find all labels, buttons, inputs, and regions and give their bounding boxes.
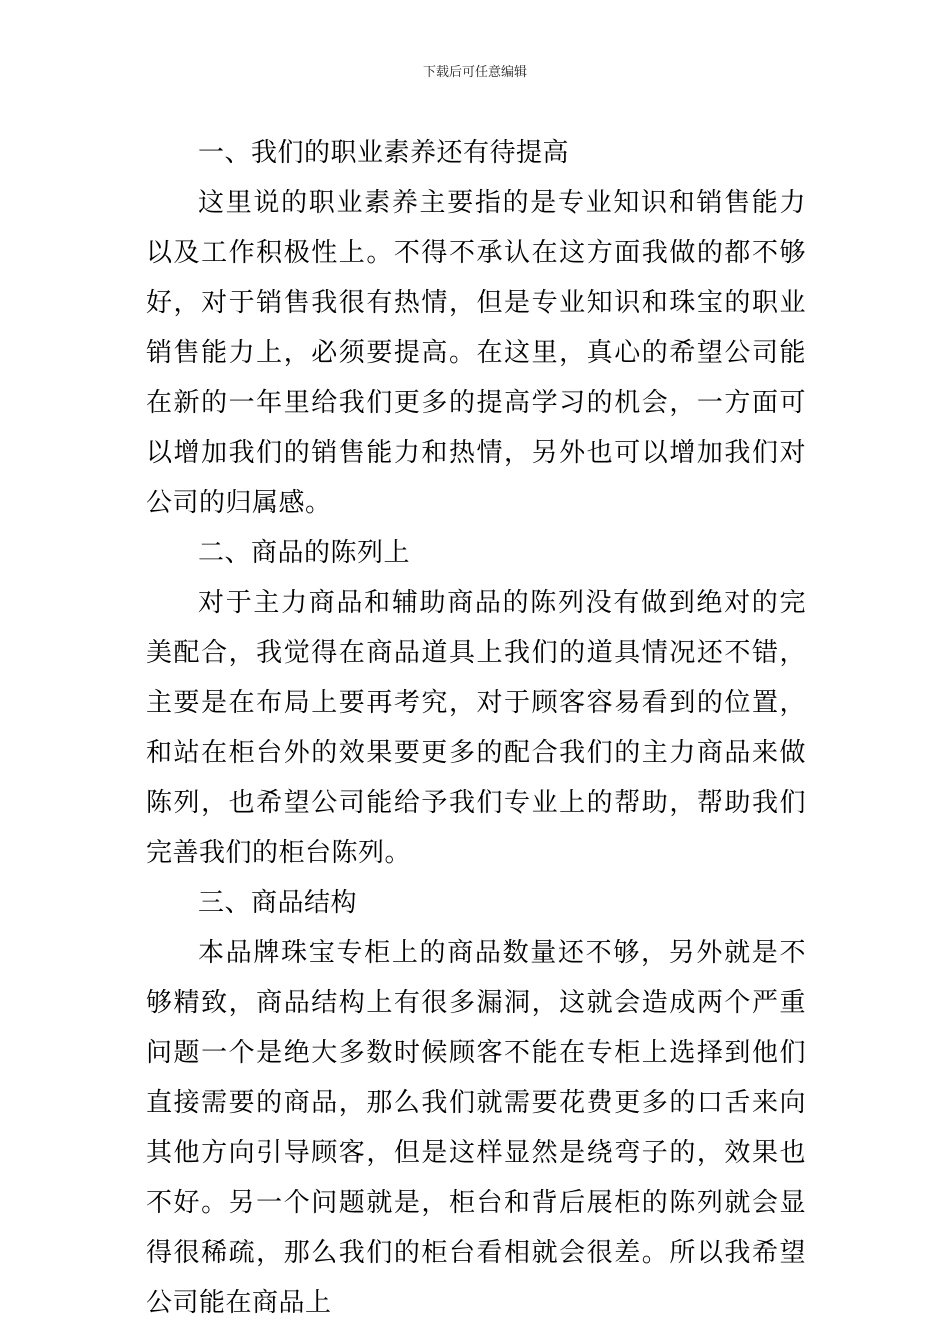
paragraph-product-display: 对于主力商品和辅助商品的陈列没有做到绝对的完美配合，我觉得在商品道具上我们的道具情况还不错，主要是在布局上要再考究，对于顾客容易看到的位置，和站在柜台外的效果要更多的配合我们的主力商品来做陈列，也希望公司能给予我们专业上的帮助，帮助我们完善我们的柜台陈列。 bbox=[146, 588, 806, 868]
heading-professional-quality: 一、我们的职业素养还有待提高 bbox=[198, 138, 570, 168]
header-note: 下载后可任意编辑 bbox=[422, 65, 527, 80]
document-body bbox=[146, 128, 806, 1328]
heading-product-structure: 三、商品结构 bbox=[198, 888, 358, 918]
heading-product-display: 二、商品的陈列上 bbox=[198, 538, 411, 568]
paragraph-professional-quality: 这里说的职业素养主要指的是专业知识和销售能力以及工作积极性上。不得不承认在这方面我做的都不够好，对于销售我很有热情，但是专业知识和珠宝的职业销售能力上，必须要提高。在这里，真心的希望公司能在新的一年里给我们更多的提高学习的机会，一方面可以增加我们的销售能力和热情，另外也可以增加我们对公司的归属感。 bbox=[146, 188, 806, 518]
paragraph-product-structure: 本品牌珠宝专柜上的商品数量还不够，另外就是不够精致，商品结构上有很多漏洞，这就会造成两个严重问题一个是绝大多数时候顾客不能在专柜上选择到他们直接需要的商品，那么我们就需要花费更多的口舌来向其他方向引导顾客，但是这样显然是绕弯子的，效果也不好。另一个问题就是，柜台和背后展柜的陈列就会显得很稀疏，那么我们的柜台看相就会很差。所以我希望公司能在商品上 bbox=[146, 938, 806, 1318]
